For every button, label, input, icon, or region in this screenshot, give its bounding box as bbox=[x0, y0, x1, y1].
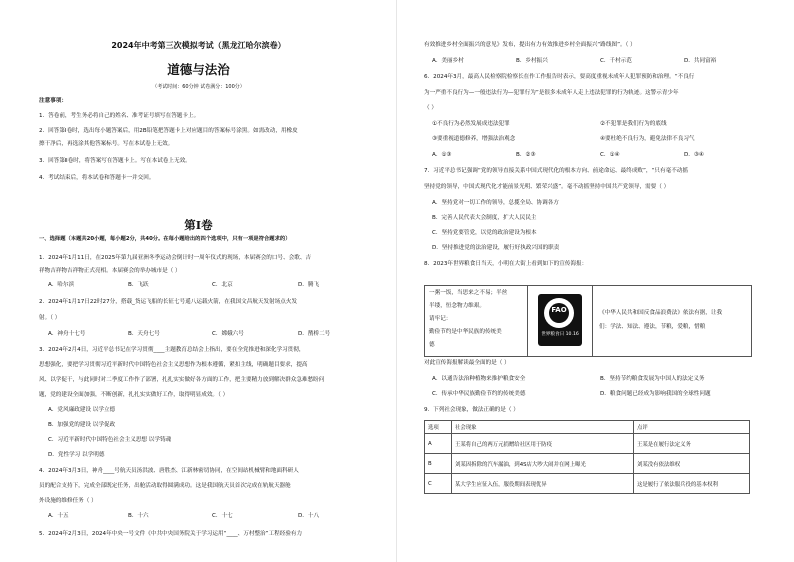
q4-option: B．十六 bbox=[128, 513, 149, 519]
table-cell: 王某是在履行法定义务 bbox=[634, 434, 750, 454]
note-line: 擦干净后，再选涂其他答案标号。写在本试卷上无效。 bbox=[39, 141, 174, 147]
q6-line: （ ） bbox=[424, 105, 437, 111]
q1-option: B．飞跃 bbox=[128, 282, 149, 288]
logo-text: FAO bbox=[551, 306, 567, 314]
q6-line: 6．2024年3月，最高人民检察院检察长在作工作报告时表示，要高度重视未成年人犯罪预防和治理。“不良行 bbox=[424, 74, 695, 80]
q6-statement: ①不良行为必然发展成违法犯罪 bbox=[432, 121, 510, 127]
q2-line: 射。（ ） bbox=[39, 315, 61, 321]
q7-option: B．完善人民代表大会制度，扩大人民民主 bbox=[432, 215, 537, 221]
table-header-row bbox=[425, 421, 750, 434]
note-line: 1．答卷前，考生务必将自己的姓名、准考证号填写在答题卡上。 bbox=[39, 113, 200, 119]
subject-title: 道德与法治 bbox=[167, 62, 230, 77]
q6-option: C．①④ bbox=[600, 152, 620, 158]
q5-option: B．乡村振兴 bbox=[516, 58, 548, 64]
table-row bbox=[425, 474, 750, 494]
table-cell: 这是履行了依法服兵役的基本权利 bbox=[634, 474, 750, 494]
table-cell: 刘某因拆除的汽车漏油，到4S店大吵大闹并在网上曝光 bbox=[452, 454, 634, 474]
q1-line: 祥物吉祥物吉祥物正式亮相。本届赛会的举办城市是（ ） bbox=[39, 268, 181, 274]
poster-text: 一粥一饭，当思来之不易；半丝 bbox=[429, 290, 508, 296]
poster-divider bbox=[592, 286, 593, 356]
q2-option: A．神舟十七号 bbox=[48, 331, 86, 337]
note-line: 3．回答第Ⅱ卷时，将答案写在答题卡上。写在本试卷上无效。 bbox=[39, 158, 191, 164]
q7-option: C．坚持党要管党，以党的政治建设为根本 bbox=[432, 230, 537, 236]
table-header: 选项 bbox=[425, 421, 452, 434]
poster-text: 请牢记： bbox=[429, 316, 452, 322]
q2-option: B．天舟七号 bbox=[128, 331, 160, 337]
table-cell: 刘某没有依法维权 bbox=[634, 454, 750, 474]
q1-line: 1．2024年1月11日，在2025年第九届亚洲冬季运动会倒计时一周年仪式的现场，本届赛会的口号、会歌、吉 bbox=[39, 255, 312, 261]
q8-line: 8．2023年世界粮食日当天，小明在大街上看到如下的宣传海报： bbox=[424, 261, 588, 267]
table-cell: B bbox=[425, 454, 452, 474]
table-cell: 王某将自己的两万元捐赠给社区用于防疫 bbox=[452, 434, 634, 454]
q3-option: C．习近平新时代中国特色社会主义思想 以学铸魂 bbox=[48, 437, 172, 443]
q8-question: 对此宣传海报解读最全面的是（ ） bbox=[424, 360, 510, 366]
poster-text: 们：学法、知法、遵法，节粮，爱粮，惜粮 bbox=[599, 324, 706, 330]
q3-option: A．党风廉政建设 以学立德 bbox=[48, 407, 116, 413]
q9-line: 9．下列社会现象，做法正确的是（ ） bbox=[424, 407, 519, 413]
q3-line: 思想强化，要把学习贯彻习近平新时代中国特色社会主义思想作为根本遵循，紧扣主线，明确题目要求，提高 bbox=[39, 362, 308, 368]
q4-line: 4．2024年3月3日，神舟____号航天员汤洪波、唐胜杰、江新林密切协同，在空间站机械臂和地面科研人 bbox=[39, 468, 299, 474]
q4-line: 外设施的维修任务（ ） bbox=[39, 498, 97, 504]
q6-option: D．③④ bbox=[684, 152, 704, 158]
poster-text: 半缕，恒念物力维艰。 bbox=[429, 303, 485, 309]
q2-option: C．嫦娥六号 bbox=[212, 331, 244, 337]
poster-divider bbox=[527, 286, 528, 356]
q6-option: A．①③ bbox=[432, 152, 452, 158]
table-cell: 某大学生应征入伍，服役期间表现优异 bbox=[452, 474, 634, 494]
q3-option: B．加强党的建设 以学促政 bbox=[48, 422, 116, 428]
q7-option: A．坚持党对一切工作的领导，总揽全局、协调各方 bbox=[432, 200, 559, 206]
section-instruction: 一、选择题（本题共20小题，每小题2分，共40分。在每小题给出的四个选项中，只有一项是符合题求的） bbox=[39, 236, 291, 242]
q1-option: D．腾飞 bbox=[298, 282, 320, 288]
food-day-poster bbox=[424, 285, 752, 357]
q2-line: 2．2024年1月17日22时27分，搭载_货运飞船的长征七号遥八运载火箭，在我国文昌航天发射场点火发 bbox=[39, 299, 298, 305]
q3-option: D．党性学习 以学明德 bbox=[48, 452, 105, 458]
q9-table bbox=[424, 420, 750, 494]
q4-option: D．十八 bbox=[298, 513, 320, 519]
table-row bbox=[425, 454, 750, 474]
logo-label: 世界粮食日 10.16 bbox=[541, 332, 579, 337]
q5-option: D．共同富裕 bbox=[684, 58, 717, 64]
q3-line: 3．2024年2月4日，习近平总书记在学习贯彻____主题教育总结会上指出，要在全党推进和深化学习贯彻， bbox=[39, 347, 305, 353]
q5-option: C．千村示范 bbox=[600, 58, 632, 64]
q6-statement: ④要杜绝不良行为，避免法律不良习气 bbox=[600, 136, 695, 142]
q8-option: C．传承中华民族勤俭节约的传统美德 bbox=[432, 391, 526, 397]
q7-line: 7．习近平总书记强调“党的领导直接关系中国式现代化的根本方向、前途命运、最终成败”，“只有毫不动摇 bbox=[424, 168, 688, 174]
q8-option: A．以通告法治种植物来推护粮食安全 bbox=[432, 376, 526, 382]
q1-option: A．哈尔滨 bbox=[48, 282, 75, 288]
note-line: 4．考试结束后，将本试卷和答题卡一并交回。 bbox=[39, 175, 155, 181]
table-cell: C bbox=[425, 474, 452, 494]
q7-option: D．坚持推进党的法治建设，履行好执政兴国的职责 bbox=[432, 245, 560, 251]
q8-option: B．坚持节约粮食发展为中国人的法定义务 bbox=[600, 376, 705, 382]
table-row bbox=[425, 434, 750, 454]
q5-option: A．美丽乡村 bbox=[432, 58, 464, 64]
q5-line: 有效推进乡村全面振兴的意见》发布，提出有力有效推进乡村全面振兴“路线图”。（ ） bbox=[424, 42, 636, 48]
note-line: 2．回答第Ⅰ卷时，选出每小题答案后，用2B铅笔把答题卡上对应题目的答案标号涂黑。如需改动，用橡皮 bbox=[39, 128, 298, 134]
world-food-day-logo bbox=[538, 294, 582, 346]
q4-option: C．十七 bbox=[212, 513, 233, 519]
q1-option: C．北京 bbox=[212, 282, 233, 288]
q6-line: 为一严重不良行为—一般违法行为—犯罪行为”是很多未成年人走上违法犯罪的行为轨迹。这警示青少年 bbox=[424, 90, 679, 96]
q4-line: 员的配合支持下，完成全部既定任务，出舱活动取得圆满成功。这是我国航天员首次完成在轨航天器舱 bbox=[39, 483, 291, 489]
q4-option: A．十五 bbox=[48, 513, 69, 519]
q7-line: 坚持党的领导，中国式现代化才能前景光明、繁荣兴盛”。毫不动摇坚持中国共产党领导，需要（ ） bbox=[424, 184, 670, 190]
notes-heading: 注意事项： bbox=[39, 98, 67, 104]
poster-text: 德 bbox=[429, 342, 435, 348]
q2-option: D．鹊桥二号 bbox=[298, 331, 331, 337]
poster-text: 《中华人民共和国反食品浪费法》依法有据，让我 bbox=[599, 310, 723, 316]
exam-info: （考试时间：60分钟 试卷满分：100分） bbox=[152, 84, 245, 90]
q6-statement: ②不犯罪是我们行为的底线 bbox=[600, 121, 667, 127]
q3-line: 风、以学促干，与此同时对二季度工作作了部署，扎扎实实做好各方面的工作，把主要精力放到解决群众急难愁盼问 bbox=[39, 377, 325, 383]
table-header: 点评 bbox=[634, 421, 750, 434]
q5-line: 5．2024年2月3日，2024年中央一号文件《中共中央国务院关于学习运用“____、万村整治”工程经验有力 bbox=[39, 531, 303, 537]
table-cell: A bbox=[425, 434, 452, 454]
exam-title: 2024年中考第三次模拟考试（黑龙江哈尔滨卷） bbox=[111, 41, 286, 50]
poster-text: 勤俭节约是中华民族的传统美 bbox=[429, 329, 502, 335]
section-title: 第Ⅰ卷 bbox=[184, 218, 213, 232]
table-header: 社会现象 bbox=[452, 421, 634, 434]
q3-line: 题，党的建设全面加强，不断创新，扎扎实实做好工作，取得明显成效。（ ） bbox=[39, 392, 229, 398]
q6-statement: ③要重视道德修养，增强法治观念 bbox=[432, 136, 516, 142]
q6-option: B．②③ bbox=[516, 152, 536, 158]
q8-option: D．粮食问题已经成为影响我国的全球性问题 bbox=[600, 391, 711, 397]
